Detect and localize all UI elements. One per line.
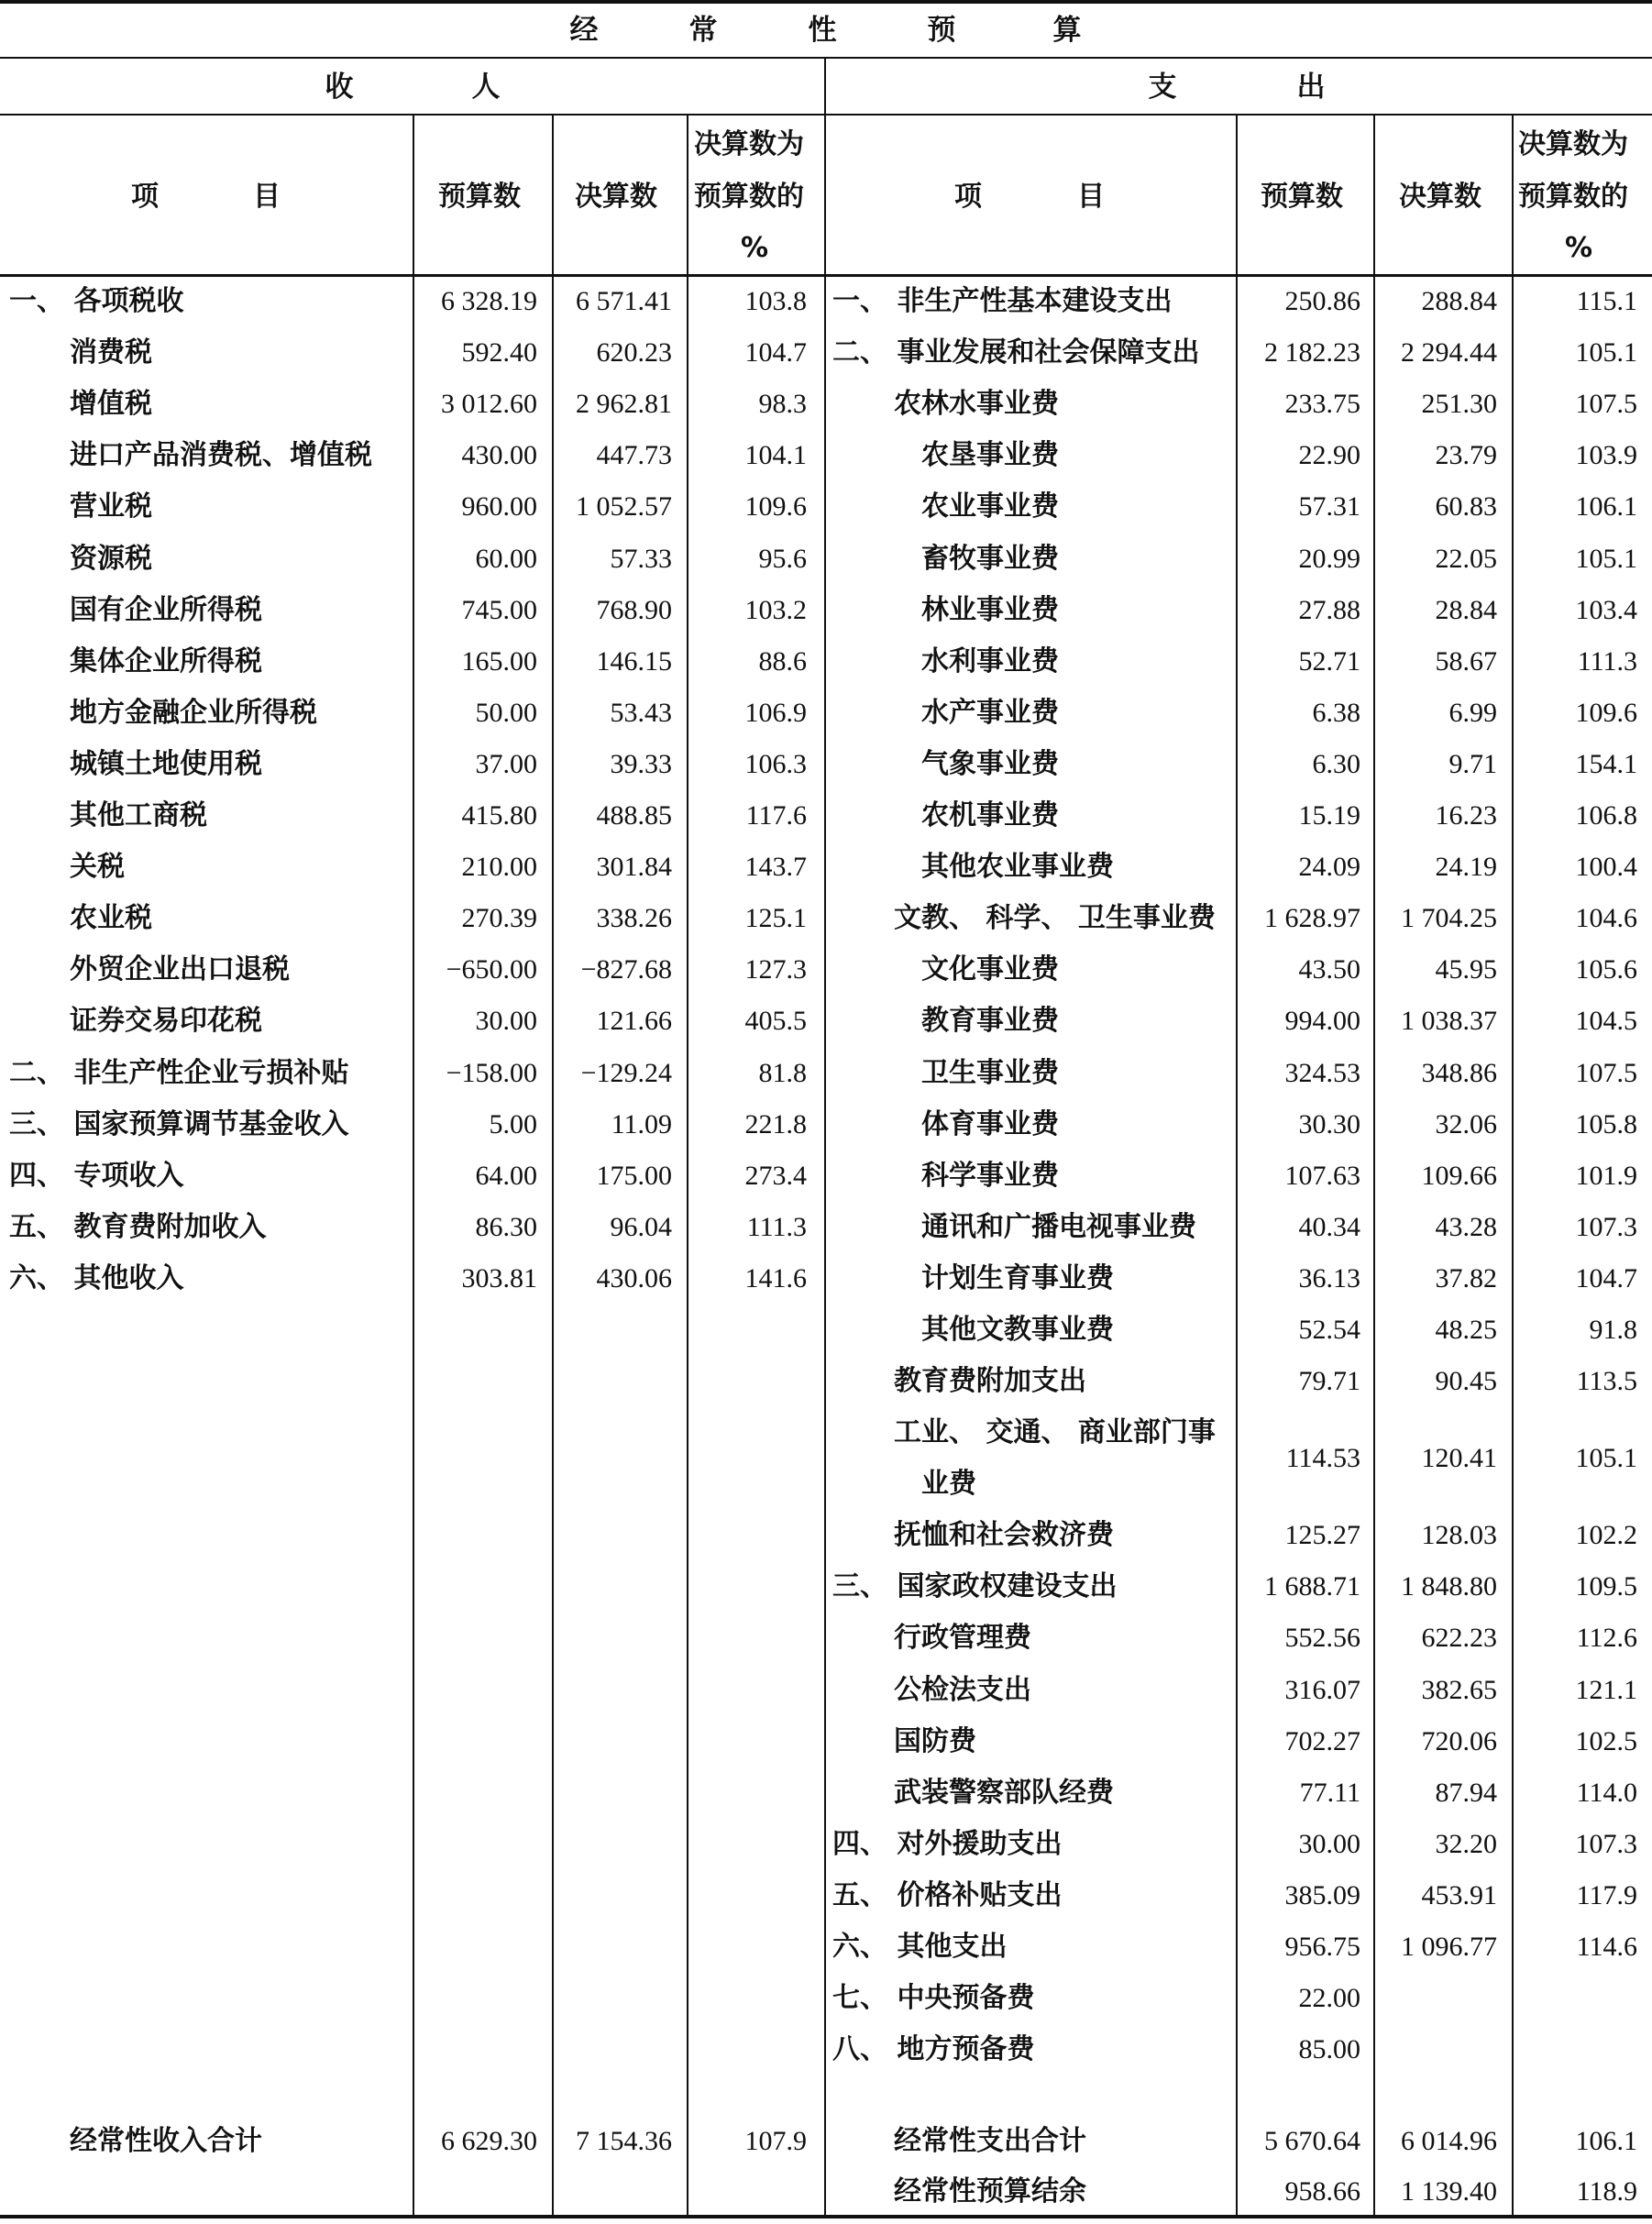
col-header-item: 目: [1077, 181, 1105, 213]
final-value: 23.79: [1435, 440, 1497, 471]
pct-value: 109.5: [1575, 1571, 1637, 1602]
final-value: 16.23: [1435, 800, 1497, 831]
pct-value: 107.5: [1575, 1057, 1637, 1088]
final-value: 32.06: [1435, 1108, 1497, 1140]
final-value: 24.19: [1435, 852, 1497, 883]
budget-value: 250.86: [1284, 286, 1360, 316]
pct-value: 95.6: [758, 543, 807, 574]
final-value: 9.71: [1448, 748, 1497, 779]
pct-value: 100.4: [1575, 852, 1637, 883]
budget-value: 745.00: [461, 594, 537, 625]
budget-value: 15.19: [1298, 800, 1360, 831]
pct-value: 104.6: [1575, 903, 1637, 934]
row-label: 行政管理费: [894, 1622, 1031, 1655]
final-value: 90.45: [1435, 1366, 1497, 1397]
final-value: 11.09: [611, 1108, 672, 1140]
pct-value: 111.3: [1577, 645, 1637, 677]
col-header-budget: 预算数: [438, 181, 521, 213]
col-header-pct: 预算数的: [1518, 181, 1628, 213]
pct-value: 115.1: [1576, 286, 1637, 316]
col-header-pct: 决算数为: [1518, 128, 1628, 160]
pct-value: 105.1: [1575, 1443, 1637, 1474]
budget-value: −650.00: [446, 954, 537, 985]
budget-value: 50.00: [475, 697, 537, 728]
col-header-item: 项: [954, 181, 982, 213]
budget-value: 1 628.97: [1264, 903, 1360, 934]
pct-value: 111.3: [746, 1211, 807, 1242]
final-value: 1 052.57: [576, 491, 672, 523]
budget-value: 165.00: [461, 645, 537, 677]
title-rule: [0, 57, 1652, 59]
pct-value: 88.6: [758, 645, 807, 677]
row-label: 七、 中央预备费: [832, 1982, 1035, 2015]
row-label: 营业税: [70, 490, 152, 523]
row-label: 五、 价格补贴支出: [832, 1878, 1063, 1911]
divider-expense-item: [1236, 115, 1238, 2216]
final-value: 768.90: [596, 594, 672, 625]
pct-value: 103.9: [1575, 440, 1637, 471]
title-char: 经: [569, 14, 599, 47]
pct-value: 106.3: [744, 748, 807, 779]
title-char: 性: [808, 14, 837, 47]
col-header-pct: %: [1565, 232, 1593, 264]
pct-value: 221.8: [744, 1108, 807, 1140]
budget-value: 77.11: [1299, 1777, 1360, 1808]
row-label: 农机事业费: [921, 799, 1059, 831]
row-label: 农垦事业费: [921, 439, 1059, 472]
pct-value: 109.6: [744, 491, 807, 523]
budget-value: 6.30: [1312, 748, 1360, 779]
expense-total-pct: 106.1: [1575, 2126, 1637, 2156]
final-value: 37.82: [1435, 1262, 1497, 1294]
final-value: 1 848.80: [1401, 1571, 1497, 1602]
final-value: 87.94: [1435, 1777, 1497, 1808]
final-value: 146.15: [596, 645, 672, 677]
budget-value: 415.80: [461, 800, 537, 831]
row-label: 证券交易印花税: [70, 1005, 262, 1038]
budget-value: 125.27: [1284, 1520, 1360, 1551]
final-value: 39.33: [610, 748, 672, 779]
expense-total-label: 经常性支出合计: [894, 2125, 1086, 2157]
row-label: 教育事业费: [921, 1005, 1059, 1038]
budget-value: 107.63: [1284, 1160, 1360, 1191]
divider-expense-budget: [1373, 115, 1375, 2216]
pct-value: 104.5: [1575, 1006, 1637, 1037]
final-value: 60.83: [1435, 491, 1497, 523]
row-label: 计划生育事业费: [921, 1261, 1114, 1294]
col-header-final: 决算数: [575, 181, 657, 213]
pct-value: 91.8: [1589, 1315, 1637, 1345]
budget-value: 1 688.71: [1264, 1571, 1360, 1602]
final-value: 288.84: [1421, 286, 1497, 316]
pct-value: 98.3: [758, 389, 807, 420]
budget-value: 22.00: [1298, 1983, 1360, 2014]
row-label: 一、 非生产性基本建设支出: [832, 285, 1173, 317]
row-label: 工业、 交通、 商业部门事: [894, 1416, 1216, 1449]
row-label: 文化事业费: [921, 953, 1059, 986]
budget-value: 960.00: [461, 491, 537, 523]
final-value: 32.20: [1435, 1828, 1497, 1859]
final-value: 57.33: [610, 543, 672, 574]
pct-value: 114.6: [1576, 1932, 1637, 1962]
budget-value: 6 328.19: [441, 286, 537, 316]
final-value: 109.66: [1421, 1160, 1497, 1191]
row-label: 科学事业费: [921, 1159, 1059, 1192]
pct-value: 127.3: [744, 954, 807, 985]
divider-income-budget: [552, 115, 554, 2216]
budget-value: 24.09: [1298, 852, 1360, 883]
final-value: 430.06: [596, 1262, 672, 1294]
final-value: 120.41: [1421, 1443, 1497, 1474]
row-label-continued: 业费: [921, 1468, 976, 1501]
pct-value: 101.9: [1575, 1160, 1637, 1191]
pct-value: 104.7: [1575, 1262, 1637, 1294]
row-label: 关税: [70, 851, 125, 884]
budget-value: 233.75: [1284, 389, 1360, 420]
row-label: 林业事业费: [921, 593, 1059, 626]
pct-value: 107.5: [1575, 389, 1637, 420]
row-label: 其他文教事业费: [921, 1314, 1114, 1346]
pct-value: 105.1: [1575, 543, 1637, 574]
budget-value: 6.38: [1312, 697, 1360, 728]
row-label: 教育费附加支出: [894, 1365, 1086, 1398]
budget-value: 86.30: [475, 1211, 537, 1242]
pct-value: 141.6: [744, 1262, 807, 1294]
row-label: 水利事业费: [921, 644, 1059, 677]
final-value: 453.91: [1421, 1879, 1497, 1910]
row-label: 一、 各项税收: [9, 285, 184, 317]
row-label: 六、 其他支出: [832, 1931, 1008, 1963]
row-label: 地方金融企业所得税: [70, 696, 317, 729]
income-total-budget: 6 629.30: [441, 2126, 537, 2156]
top-rule: [0, 0, 1652, 4]
final-value: 620.23: [596, 337, 672, 369]
budget-table: 经 常 性 预 算 收 人 支 出 项 目 预算数 决算数 决算数为 预算数的 % 项 目 预算数 决算数 决算数为 预算数的 % 一、 各项税收 6 328.19 6 571.41 103.8 消费税 592.40 620.23 104.7 增值税 3 012.60 2 962.81 98.3 进口产品消费税、增值税 430.00 447.73 104.1 营业税 960.00 1 052.57 109.6 资源税 60.00 57.33 95.6 国有企业所得税 745.00 768.90 103.2 集体企业所得税 165.00 146.15 88.6 地方金融企业所得税 50.00 53.43 106.9 城镇土地使用税 37.00 39.33 106.3 其他工商税 415.80 488.85 117.6 关税 210.00 301.84 143.7 农业税 270.39 338.26 125.1 外贸企业出口退税 −650.00 −827.68 127.3 证券交易印花税 30.00 121.66 405.5 二、 非生产性企业亏损补贴 −158.00 −129.24 81.8 三、 国家预算调节基金收入 5.00 11.09 221.8 四、 专项收入 64.00 175.00 273.4 五、 教育费附加收入 86.30 96.04 111.3 六、 其他收入 303.81 430.06 141.6 一、 非生产性基本建设支出 250.86 288.84 115.1 二、 事业发展和社会保障支出 2 182.23 2 294.44 105.1 农林水事业费 233.75 251.30 107.5 农垦事业费 22.90 23.79 103.9 农业事业费 57.31 60.83 106.1 畜牧事业费 20.99 22.05 105.1 林业事业费 27.88 28.84 103.4 水利事业费 52.71 58.67 111.3 水产事业费 6.38 6.99 109.6 气象事业费 6.30 9.71 154.1 农机事业费 15.19 16.23 106.8 其他农业事业费 24.09 24.19 100.4 文教、 科学、 卫生事业费 1 628.97 1 704.25 104.6 文化事业费 43.50 45.95 105.6 教育事业费 994.00 1 038.37 104.5 卫生事业费 324.53 348.86 107.5 体育事业费 30.30 32.06 105.8 科学事业费 107.63 109.66 101.9 通讯和广播电视事业费 40.34 43.28 107.3 计划生育事业费 36.13 37.82 104.7 其他文教事业费 52.54 48.25 91.8 教育费附加支出 79.71 90.45 113.5 工业、 交通、 商业部门事 业费 114.53 120.41 105.1 抚恤和社会救济费 125.27 128.03 102.2 三、 国家政权建设支出 1 688.71 1 848.80 109.5 行政管理费 552.56 622.23 112.6 公检法支出 316.07 382.65 121.1 国防费 702.27 720.06 102.5 武装警察部队经费 77.11 87.94 114.0 四、 对外援助支出 30.00 32.20 107.3 五、 价格补贴支出 385.09 453.91 117.9 六、 其他支出 956.75 1 096.77 114.6 七、 中央预备费 22.00 八、 地方预备费 85.00 经常性收入合计 6 629.30 7 154.36 107.9 经常性支出合计 5 670.64 6 014.96 106.1 经常性预算结余 958.66 1 139.40 118.9: [0, 0, 1652, 2224]
row-label: 卫生事业费: [921, 1056, 1059, 1089]
pct-value: 112.6: [1576, 1623, 1637, 1654]
final-value: 48.25: [1435, 1315, 1497, 1345]
row-label: 二、 事业发展和社会保障支出: [832, 336, 1200, 369]
row-label: 公检法支出: [894, 1673, 1031, 1706]
col-header-pct: 决算数为: [694, 128, 804, 160]
final-value: 6.99: [1448, 697, 1497, 728]
final-value: 43.28: [1435, 1211, 1497, 1242]
pct-value: 104.1: [744, 440, 807, 471]
income-total-final: 7 154.36: [576, 2126, 672, 2156]
expense-total-final: 6 014.96: [1401, 2126, 1497, 2156]
bottom-rule: [0, 2215, 1652, 2218]
budget-value: 20.99: [1298, 543, 1360, 574]
income-total-label: 经常性收入合计: [70, 2125, 262, 2157]
budget-value: 79.71: [1298, 1366, 1360, 1397]
pct-value: 105.1: [1575, 337, 1637, 369]
budget-value: 40.34: [1298, 1211, 1360, 1242]
budget-value: 303.81: [461, 1262, 537, 1294]
divider-expense-final: [1512, 115, 1514, 2216]
pct-value: 109.6: [1575, 697, 1637, 728]
income-total-pct: 107.9: [744, 2126, 807, 2156]
pct-value: 103.8: [744, 286, 807, 316]
budget-value: 30.30: [1298, 1108, 1360, 1140]
row-label: 文教、 科学、 卫生事业费: [894, 902, 1216, 935]
final-value: 45.95: [1435, 954, 1497, 985]
divider-income-expense: [824, 58, 826, 2216]
final-value: 338.26: [596, 903, 672, 934]
final-value: 22.05: [1435, 543, 1497, 574]
budget-value: 210.00: [461, 852, 537, 883]
pct-value: 405.5: [744, 1006, 807, 1037]
divider-income-item: [413, 115, 414, 2216]
row-label: 国有企业所得税: [70, 593, 262, 626]
budget-value: 270.39: [461, 903, 537, 934]
pct-value: 103.4: [1575, 594, 1637, 625]
pct-value: 113.5: [1576, 1366, 1637, 1397]
budget-value: 52.71: [1298, 645, 1360, 677]
pct-value: 143.7: [744, 852, 807, 883]
pct-value: 273.4: [744, 1160, 807, 1191]
final-value: 1 096.77: [1401, 1932, 1497, 1962]
divider-income-final: [687, 115, 688, 2216]
col-header-budget: 预算数: [1261, 181, 1343, 213]
final-value: 1 704.25: [1401, 903, 1497, 934]
row-label: 体育事业费: [921, 1107, 1059, 1140]
row-label: 抚恤和社会救济费: [894, 1519, 1114, 1552]
budget-value: 324.53: [1284, 1057, 1360, 1088]
col-header-item: 项: [131, 181, 159, 213]
pct-value: 117.6: [745, 800, 807, 831]
budget-value: 2 182.23: [1264, 337, 1360, 369]
row-label: 三、 国家政权建设支出: [832, 1570, 1118, 1603]
col-header-item: 目: [253, 181, 281, 213]
row-label: 通讯和广播电视事业费: [921, 1210, 1196, 1243]
title-char: 算: [1052, 14, 1082, 47]
budget-value: 552.56: [1284, 1623, 1360, 1654]
budget-value: 956.75: [1284, 1932, 1360, 1962]
row-label: 增值税: [70, 388, 152, 421]
budget-value: 385.09: [1284, 1879, 1360, 1910]
pct-value: 106.9: [744, 697, 807, 728]
pct-value: 106.8: [1575, 800, 1637, 831]
budget-value: 316.07: [1284, 1674, 1360, 1705]
final-value: 128.03: [1421, 1520, 1497, 1551]
row-label: 资源税: [70, 542, 152, 575]
final-value: 58.67: [1435, 645, 1497, 677]
pct-value: 102.2: [1575, 1520, 1637, 1551]
pct-value: 121.1: [1575, 1674, 1637, 1705]
section-header-rule: [0, 114, 1652, 116]
pct-value: 107.3: [1575, 1211, 1637, 1242]
row-label: 城镇土地使用税: [70, 747, 262, 780]
final-value: 53.43: [610, 697, 672, 728]
pct-value: 102.5: [1575, 1725, 1637, 1756]
final-value: 488.85: [596, 800, 672, 831]
row-label: 农业税: [70, 902, 152, 935]
final-value: −827.68: [580, 954, 672, 985]
col-header-pct: %: [741, 232, 769, 264]
expense-total-budget: 5 670.64: [1264, 2126, 1360, 2156]
budget-value: 43.50: [1298, 954, 1360, 985]
expense-total-pct: 118.9: [1576, 2176, 1637, 2207]
pct-value: 154.1: [1575, 748, 1637, 779]
pct-value: 114.0: [1576, 1777, 1637, 1808]
row-label: 消费税: [70, 336, 152, 369]
row-label: 三、 国家预算调节基金收入: [9, 1107, 349, 1140]
final-value: −129.24: [580, 1057, 672, 1088]
row-label: 农业事业费: [921, 490, 1059, 523]
pct-value: 107.3: [1575, 1828, 1637, 1859]
expense-total-budget: 958.66: [1284, 2176, 1360, 2207]
row-label: 水产事业费: [921, 696, 1059, 729]
budget-value: 3 012.60: [441, 389, 537, 420]
final-value: 622.23: [1421, 1623, 1497, 1654]
budget-value: 114.53: [1285, 1443, 1360, 1474]
budget-value: 85.00: [1298, 2034, 1360, 2065]
budget-value: 5.00: [489, 1108, 537, 1140]
final-value: 2 294.44: [1401, 337, 1497, 369]
budget-value: 57.31: [1298, 491, 1360, 523]
pct-value: 103.2: [744, 594, 807, 625]
final-value: 2 962.81: [576, 389, 672, 420]
pct-value: 125.1: [744, 903, 807, 934]
pct-value: 81.8: [758, 1057, 807, 1088]
final-value: 382.65: [1421, 1674, 1497, 1705]
row-label: 八、 地方预备费: [832, 2033, 1035, 2066]
row-label: 其他工商税: [70, 799, 207, 831]
row-label: 其他农业事业费: [921, 851, 1114, 884]
budget-value: 592.40: [461, 337, 537, 369]
final-value: 28.84: [1435, 594, 1497, 625]
row-label: 农林水事业费: [894, 388, 1059, 421]
col-header-final: 决算数: [1399, 181, 1481, 213]
final-value: 348.86: [1421, 1057, 1497, 1088]
pct-value: 117.9: [1576, 1879, 1637, 1910]
pct-value: 106.1: [1575, 491, 1637, 523]
row-label: 六、 其他收入: [9, 1261, 184, 1294]
row-label: 畜牧事业费: [921, 542, 1059, 575]
row-label: 气象事业费: [921, 747, 1059, 780]
budget-value: 994.00: [1284, 1006, 1360, 1037]
budget-value: −158.00: [446, 1057, 537, 1088]
budget-value: 430.00: [461, 440, 537, 471]
budget-value: 36.13: [1298, 1262, 1360, 1294]
row-label: 四、 专项收入: [9, 1159, 184, 1192]
pct-value: 105.8: [1575, 1108, 1637, 1140]
final-value: 96.04: [610, 1211, 672, 1242]
budget-value: 30.00: [1298, 1828, 1360, 1859]
row-label: 进口产品消费税、增值税: [70, 439, 372, 472]
row-label: 集体企业所得税: [70, 644, 262, 677]
row-label: 武装警察部队经费: [894, 1776, 1114, 1809]
budget-value: 702.27: [1284, 1725, 1360, 1756]
pct-value: 104.7: [744, 337, 807, 369]
final-value: 175.00: [596, 1160, 672, 1191]
column-header-rule: [0, 274, 1652, 277]
budget-value: 64.00: [475, 1160, 537, 1191]
final-value: 1 038.37: [1401, 1006, 1497, 1037]
row-label: 国防费: [894, 1724, 976, 1757]
final-value: 447.73: [596, 440, 672, 471]
row-label: 二、 非生产性企业亏损补贴: [9, 1056, 349, 1089]
row-label: 外贸企业出口退税: [70, 953, 290, 986]
final-value: 301.84: [596, 852, 672, 883]
row-label: 五、 教育费附加收入: [9, 1210, 267, 1243]
final-value: 251.30: [1421, 389, 1497, 420]
pct-value: 105.6: [1575, 954, 1637, 985]
row-label: 四、 对外援助支出: [832, 1827, 1063, 1860]
col-header-pct: 预算数的: [694, 181, 804, 213]
budget-value: 52.54: [1298, 1315, 1360, 1345]
title-char: 常: [688, 14, 718, 47]
budget-value: 27.88: [1298, 594, 1360, 625]
title-char: 预: [927, 14, 956, 47]
budget-value: 37.00: [475, 748, 537, 779]
expense-total-final: 1 139.40: [1401, 2176, 1497, 2207]
budget-value: 22.90: [1298, 440, 1360, 471]
expense-total-label: 经常性预算结余: [894, 2175, 1086, 2207]
final-value: 6 571.41: [576, 286, 672, 316]
budget-value: 60.00: [475, 543, 537, 574]
final-value: 121.66: [596, 1006, 672, 1037]
final-value: 720.06: [1421, 1725, 1497, 1756]
budget-value: 30.00: [475, 1006, 537, 1037]
